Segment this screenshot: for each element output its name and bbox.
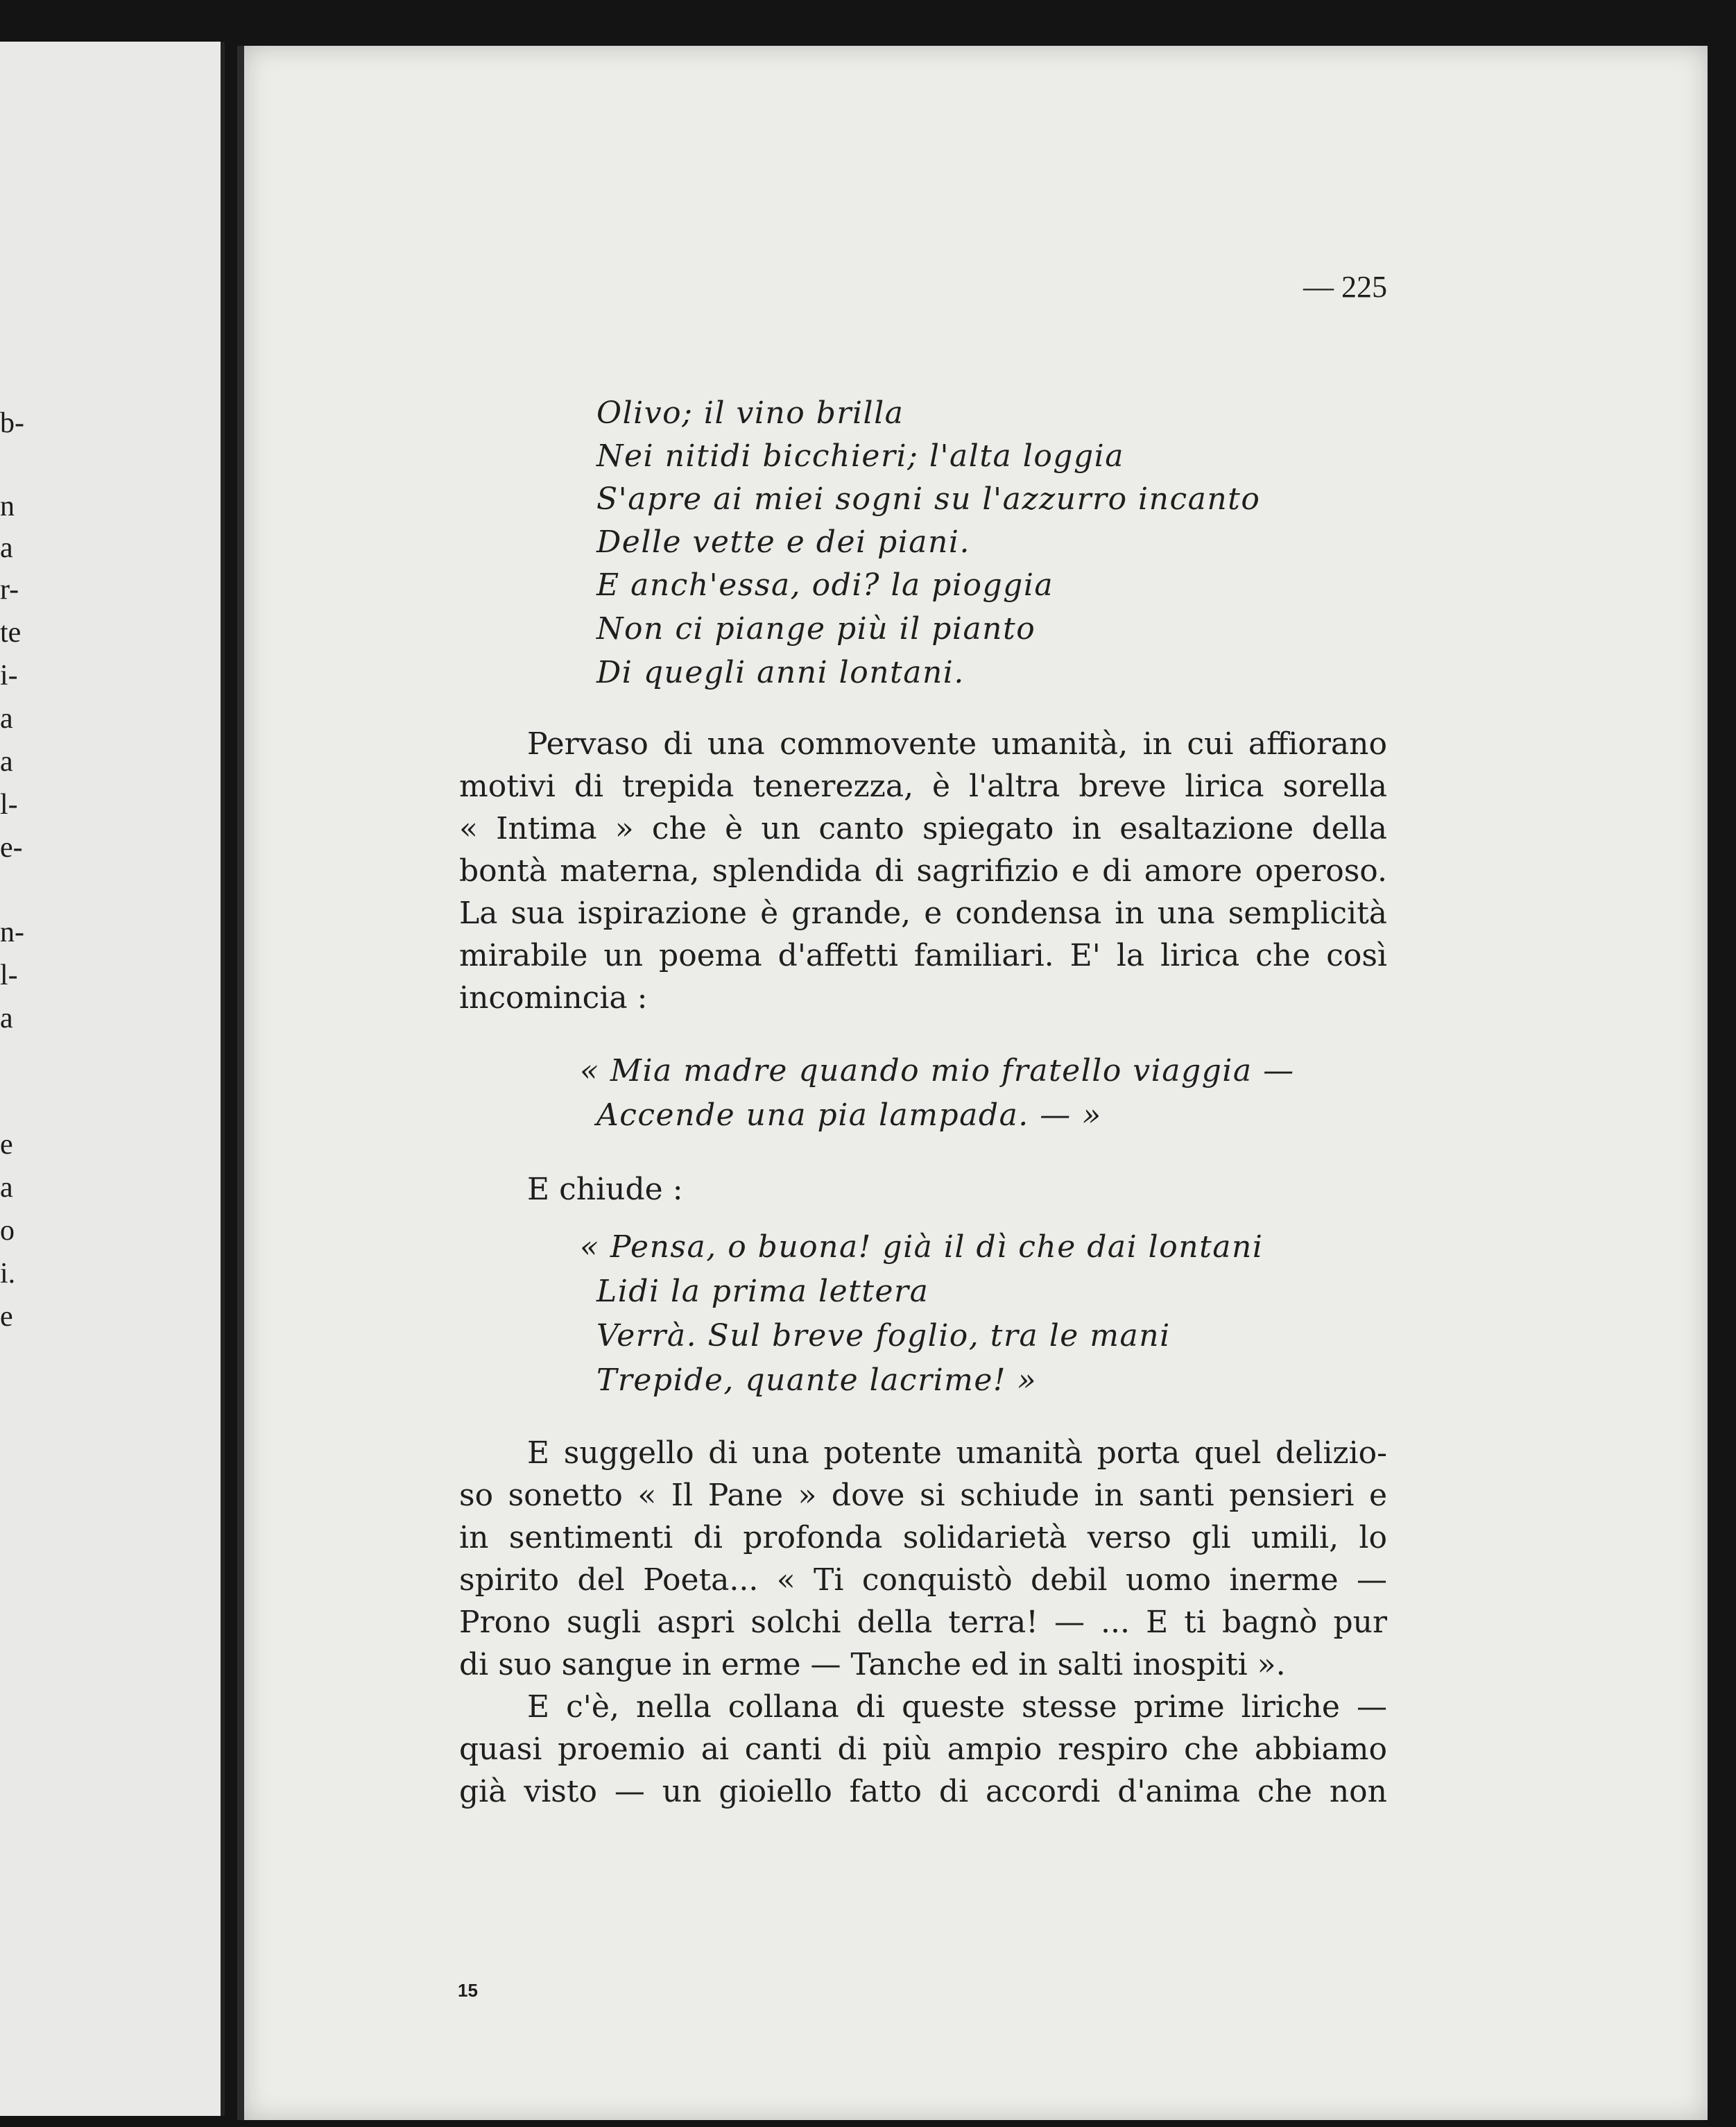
verse-line: S'apre ai miei sogni su l'azzurro incanto bbox=[596, 481, 1261, 517]
paragraph-collana bbox=[459, 1686, 1387, 1813]
left-page-fragment: a bbox=[0, 703, 13, 735]
left-page-fragment: a bbox=[0, 532, 13, 564]
verse-line: Olivo; il vino brilla bbox=[596, 395, 904, 431]
text-line: mirabile un poema d'affetti familiari. E' la lirica che così bbox=[459, 938, 1387, 973]
left-page-fragment: i- bbox=[0, 660, 18, 692]
quote-line: « Mia madre quando mio fratello viaggia — bbox=[580, 1053, 1295, 1088]
quote-line: « Pensa, o buona! già il dì che dai lontani bbox=[580, 1229, 1264, 1265]
verse-line: Non ci piange più il pianto bbox=[596, 611, 1036, 647]
left-page-fragment: a bbox=[0, 746, 13, 778]
text-line: so sonetto « Il Pane » dove si schiude in santi pensieri e bbox=[459, 1478, 1387, 1513]
left-page-fragment: n bbox=[0, 490, 15, 522]
left-page-fragment: a bbox=[0, 1002, 13, 1034]
left-page-fragment: a bbox=[0, 1172, 13, 1204]
left-page-fragment: n- bbox=[0, 916, 24, 948]
text-line: già visto — un gioiello fatto di accordi d'anima che non bbox=[459, 1774, 1387, 1809]
text-line: spirito del Poeta... « Ti conquistò debil uomo inerme — bbox=[459, 1562, 1387, 1598]
verse-line: Nei nitidi bicchieri; l'alta loggia bbox=[596, 438, 1124, 474]
quote-line: Lidi la prima lettera bbox=[596, 1274, 929, 1309]
lead-in-text: E chiude : bbox=[527, 1172, 683, 1207]
verse-line: Delle vette e dei piani. bbox=[596, 524, 970, 560]
text-line: La sua ispirazione è grande, e condensa in una semplicità bbox=[459, 896, 1387, 931]
text-line: « Intima » che è un canto spiegato in esaltazione della bbox=[459, 811, 1387, 846]
left-page-fragment: i. bbox=[0, 1258, 16, 1290]
left-page-fragment: e- bbox=[0, 832, 23, 864]
verse-line: Di quegli anni lontani. bbox=[596, 655, 965, 690]
text-line: quasi proemio ai canti di più ampio respiro che abbiamo bbox=[459, 1732, 1387, 1767]
text-line: di suo sangue in erme — Tanche ed in salti inospiti ». bbox=[459, 1647, 1286, 1682]
left-page-fragment: l- bbox=[0, 959, 18, 991]
quote-line: Trepide, quante lacrime! » bbox=[596, 1363, 1038, 1398]
paragraph-intima bbox=[459, 723, 1387, 1019]
text-line: E c'è, nella collana di queste stesse prime liriche — bbox=[527, 1689, 1387, 1725]
left-page-fragment: te bbox=[0, 617, 22, 649]
left-page-fragment: e bbox=[0, 1129, 13, 1161]
left-page-fragment: e bbox=[0, 1301, 13, 1333]
text-line: Pervaso di una commovente umanità, in cui affiorano bbox=[527, 726, 1387, 762]
left-page-fragment: r- bbox=[0, 574, 19, 606]
text-line: incomincia : bbox=[459, 980, 648, 1016]
left-page-fragment: b- bbox=[0, 407, 24, 439]
text-line: E suggello di una potente umanità porta quel delizio- bbox=[527, 1435, 1387, 1471]
left-page-edge bbox=[0, 42, 225, 2116]
left-page-fragment: l- bbox=[0, 789, 18, 821]
text-line: motivi di trepida tenerezza, è l'altra breve lirica sorella bbox=[459, 769, 1387, 804]
left-page-fragment: o bbox=[0, 1215, 15, 1247]
text-line: Prono sugli aspri solchi della terra! — ... E ti bagnò pur bbox=[459, 1605, 1387, 1640]
quote-line: Verrà. Sul breve foglio, tra le mani bbox=[596, 1318, 1171, 1353]
verse-line: E anch'essa, odi? la pioggia bbox=[596, 567, 1054, 603]
quote-line: Accende una pia lampada. — » bbox=[596, 1097, 1102, 1133]
page-number: — 225 bbox=[1303, 270, 1387, 304]
paragraph-il-pane bbox=[459, 1432, 1387, 1686]
text-line: in sentimenti di profonda solidarietà verso gli umili, lo bbox=[459, 1520, 1387, 1555]
text-line: bontà materna, splendida di sagrifizio e di amore operoso. bbox=[459, 853, 1387, 889]
signature-mark: 15 bbox=[458, 1980, 478, 2001]
